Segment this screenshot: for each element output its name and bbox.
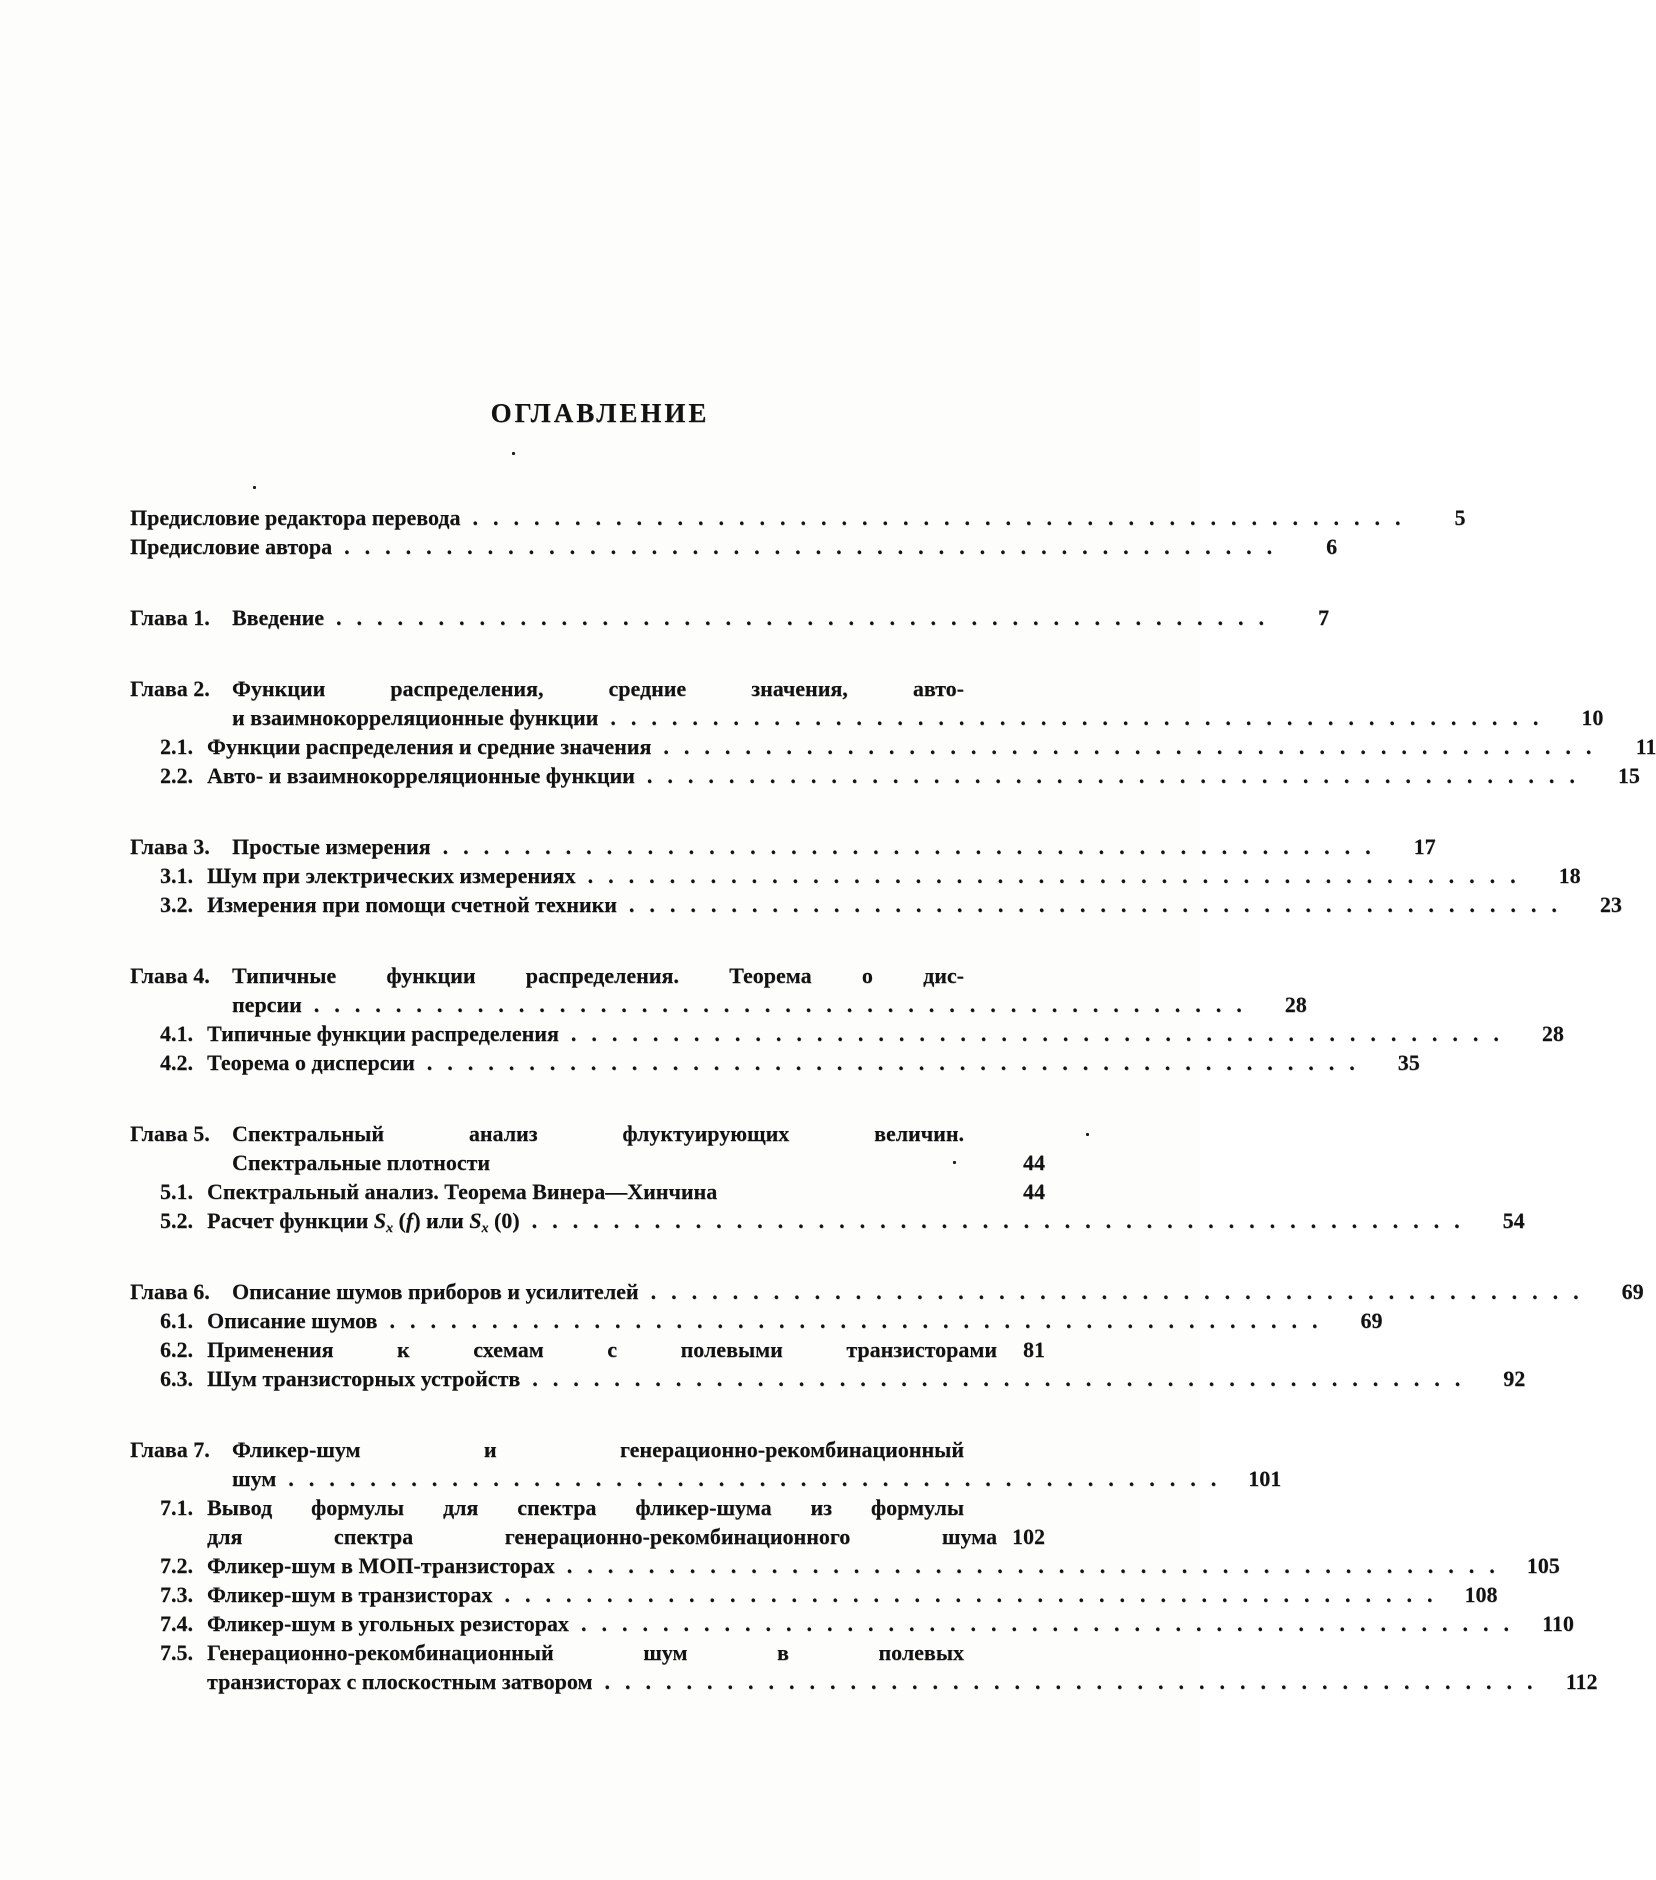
toc-row	[130, 963, 1045, 992]
page-number: 18	[1558, 863, 1581, 888]
dot-leader: ..............................................	[288, 1466, 1232, 1491]
toc-entry-title: Введение	[232, 605, 325, 630]
toc-entry-title: Измерения при помощи счетной техники	[207, 892, 617, 917]
page-number: 6	[1326, 534, 1338, 559]
toc-entry-title-segment: S	[469, 1208, 482, 1233]
dot-leader: ..............................................	[580, 1611, 1524, 1636]
dot-leader: ..............................................	[532, 1366, 1476, 1391]
toc-entry-title: Предисловие автора	[130, 534, 333, 559]
page-number: 7	[1318, 605, 1330, 630]
toc-entry-number: Глава 7.	[130, 1437, 210, 1462]
toc-entry-title-segment: (0)	[488, 1208, 520, 1233]
toc-entry-number: 2.1.	[160, 734, 193, 759]
dot-leader: ..............................................	[646, 763, 1590, 788]
page-number: 44	[1023, 1150, 1045, 1175]
page-number: 69	[1621, 1279, 1644, 1304]
toc-entry-number: 4.2.	[160, 1050, 193, 1075]
dot-leader: ..............................................	[610, 705, 1554, 730]
toc-row	[160, 1495, 1045, 1524]
page-number: 10	[1581, 705, 1604, 730]
toc-row	[160, 734, 1656, 763]
toc-entry-number: 5.1.	[160, 1179, 193, 1204]
table-of-contents	[130, 505, 1656, 1698]
toc-row	[130, 1466, 1282, 1495]
dot-leader: ..............................................	[344, 534, 1288, 559]
toc-entry-title: и взаимнокорреляционные функции	[232, 705, 599, 730]
toc-entry-title: Спектральные плотности	[232, 1150, 491, 1175]
toc-entry-title: Вывод формулы для спектра фликер-шума из формулы	[207, 1495, 964, 1520]
toc-row	[160, 1640, 1045, 1669]
page-number: 108	[1464, 1582, 1498, 1607]
toc-entry-number: Глава 5.	[130, 1121, 210, 1146]
toc-entry-title: Спектральный анализ. Теорема Винера—Хинчина	[207, 1179, 718, 1204]
page-number: 5	[1454, 505, 1466, 530]
toc-entry-title-segment: x	[386, 1221, 394, 1236]
toc-entry-title: Фликер-шум в МОП-транзисторах	[207, 1553, 555, 1578]
scan-speck	[1086, 1133, 1089, 1136]
toc-entry-number: 3.1.	[160, 863, 193, 888]
toc-row	[207, 1669, 1598, 1698]
page-number: 28	[1284, 992, 1307, 1017]
toc-entry-title: Применения к схемам с полевыми транзисторами	[207, 1337, 997, 1362]
toc-entry-number: 7.1.	[160, 1495, 193, 1520]
toc-entry-title: для спектра генерационно-рекомбинационного шума	[207, 1524, 997, 1549]
toc-entry-title: Типичные функции распределения	[207, 1021, 559, 1046]
toc-row	[160, 1337, 1045, 1366]
toc-row	[130, 1121, 1045, 1150]
toc-entry-title: Шум при электрических измерениях	[207, 863, 576, 888]
toc-row	[160, 763, 1640, 792]
dot-leader: ..............................................	[426, 1050, 1370, 1075]
toc-row	[130, 705, 1604, 734]
toc-entry-title-segment: f	[405, 1208, 414, 1233]
toc-entry-title: Предисловие редактора перевода	[130, 505, 461, 530]
toc-entry-number: Глава 1.	[130, 605, 210, 630]
toc-entry-title-segment: (	[393, 1208, 406, 1233]
page-number: 105	[1526, 1553, 1560, 1578]
dot-leader: ..............................................	[472, 505, 1416, 530]
page-number: 11	[1635, 734, 1656, 759]
toc-row	[130, 1279, 1644, 1308]
toc-entry-title: персии	[232, 992, 302, 1017]
toc-entry-number: 6.1.	[160, 1308, 193, 1333]
toc-entry-title: Функции распределения, средние значения, авто-	[232, 676, 964, 701]
toc-entry-title: Спектральный анализ флуктуирующих величин.	[232, 1121, 964, 1146]
dot-leader: ..............................................	[313, 992, 1257, 1017]
page-number: 28	[1541, 1021, 1564, 1046]
toc-row	[130, 534, 1338, 563]
page-number: 23	[1599, 892, 1622, 917]
dot-leader: ..............................................	[604, 1669, 1548, 1694]
toc-entry-number: 6.2.	[160, 1337, 193, 1362]
toc-row	[160, 892, 1622, 921]
toc-row	[130, 676, 1045, 705]
toc-entry-title: шум	[232, 1466, 277, 1491]
toc-entry-title-segment: x	[481, 1221, 489, 1236]
toc-entry-number: 4.1.	[160, 1021, 193, 1046]
toc-entry-title: Функции распределения и средние значения	[207, 734, 652, 759]
toc-entry-title: Фликер-шум в транзисторах	[207, 1582, 493, 1607]
toc-entry-number: 6.3.	[160, 1366, 193, 1391]
toc-row	[160, 1179, 1045, 1208]
page-number: 35	[1397, 1050, 1420, 1075]
page-number: 15	[1617, 763, 1640, 788]
dot-leader: ..............................................	[650, 1279, 1594, 1304]
toc-entry-number: 3.2.	[160, 892, 193, 917]
toc-entry-title-segment: Расчет функции	[207, 1208, 374, 1233]
scan-speck	[253, 486, 256, 489]
dot-leader: ..............................................	[566, 1553, 1510, 1578]
toc-entry-title	[207, 1208, 520, 1237]
toc-row	[130, 992, 1307, 1021]
dot-leader: ..............................................	[504, 1582, 1448, 1607]
page-title: ОГЛАВЛЕНИЕ	[490, 398, 710, 428]
toc-entry-title: Шум транзисторных устройств	[207, 1366, 521, 1391]
page-number: 102	[1012, 1524, 1045, 1549]
toc-row	[160, 1582, 1498, 1611]
page-number: 101	[1248, 1466, 1282, 1491]
page-number: 17	[1413, 834, 1436, 859]
page-number: 92	[1503, 1366, 1526, 1391]
toc-row	[160, 1208, 1525, 1237]
toc-row	[160, 1553, 1560, 1582]
dot-leader: ..............................................	[663, 734, 1607, 759]
toc-entry-number: 7.5.	[160, 1640, 193, 1665]
dot-leader: ..............................................	[531, 1208, 1475, 1233]
toc-row	[160, 1366, 1526, 1395]
toc-entry-title: Описание шумов	[207, 1308, 378, 1333]
toc-entry-title: Описание шумов приборов и усилителей	[232, 1279, 639, 1304]
dot-leader: ..............................................	[442, 834, 1386, 859]
toc-row	[130, 1437, 1045, 1466]
toc-row	[130, 834, 1436, 863]
page-number: 44	[1023, 1179, 1045, 1204]
page-number: 110	[1542, 1611, 1574, 1636]
toc-entry-title: Фликер-шум и генерационно-рекомбинационный	[232, 1437, 964, 1462]
toc-entry-number: 7.3.	[160, 1582, 193, 1607]
page-number: 81	[1023, 1337, 1045, 1362]
scan-speck	[953, 1161, 956, 1164]
dot-leader: ..............................................	[389, 1308, 1333, 1333]
toc-row	[160, 1021, 1564, 1050]
toc-entry-title: транзисторах с плоскостным затвором	[207, 1669, 593, 1694]
dot-leader: ..............................................	[570, 1021, 1514, 1046]
toc-row	[160, 863, 1581, 892]
toc-row	[160, 1308, 1383, 1337]
toc-entry-number: 2.2.	[160, 763, 193, 788]
toc-entry-title: Авто- и взаимнокорреляционные функции	[207, 763, 635, 788]
page-number: 112	[1565, 1669, 1598, 1694]
toc-entry-number: Глава 6.	[130, 1279, 210, 1304]
toc-entry-number: 7.4.	[160, 1611, 193, 1636]
toc-entry-number: Глава 2.	[130, 676, 210, 701]
page-number: 69	[1360, 1308, 1383, 1333]
toc-entry-number: 7.2.	[160, 1553, 193, 1578]
toc-entry-title: Простые измерения	[232, 834, 431, 859]
toc-row	[130, 1150, 1045, 1179]
scan-speck	[512, 452, 515, 455]
toc-entry-title-segment: ) или	[413, 1208, 470, 1233]
toc-entry-number: Глава 4.	[130, 963, 210, 988]
dot-leader: ..............................................	[628, 892, 1572, 917]
toc-entry-title: Теорема о дисперсии	[207, 1050, 415, 1075]
toc-row	[130, 505, 1466, 534]
dot-leader: ..............................................	[587, 863, 1531, 888]
page-number: 54	[1502, 1208, 1525, 1233]
toc-entry-number: Глава 3.	[130, 834, 210, 859]
toc-row	[130, 605, 1330, 634]
toc-row	[160, 1050, 1420, 1079]
toc-row	[160, 1611, 1574, 1640]
toc-row	[207, 1524, 1045, 1553]
toc-entry-title: Генерационно-рекомбинационный шум в полевых	[207, 1640, 964, 1665]
toc-entry-title-segment: S	[373, 1208, 387, 1233]
toc-entry-title: Фликер-шум в угольных резисторах	[207, 1611, 569, 1636]
toc-entry-title: Типичные функции распределения. Теорема о дис-	[232, 963, 964, 988]
dot-leader: ..............................................	[336, 605, 1280, 630]
toc-entry-number: 5.2.	[160, 1208, 193, 1233]
